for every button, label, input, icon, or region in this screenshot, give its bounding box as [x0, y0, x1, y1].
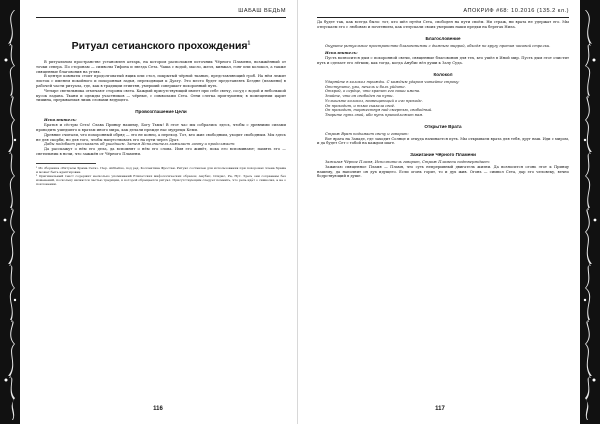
footnote-1: ¹ Из сборника «Ритуалы Храма Сета». Пер. Anthelius, под ред. Коллектива Фростан. Ритуал составлен для использования при похоронах члена Храма и может быть адаптирован. [36, 165, 286, 174]
bell-verse-4: Услышьте колокол, возвещающий о его проходе. [325, 98, 423, 103]
bell-verse-7: Творите путь свой, ибо путь принадлежит вам. [325, 113, 424, 117]
blessing-text: Пусть возносится дым с похоронной свечи, священные благовония для тех, кто ушёл в Иной мир. Пусть дым этот очистит путь и сделает его лёгким, как тогда, когда Анубис вёл души к Залу Суда. [317, 56, 569, 66]
ornament-left-icon [0, 0, 20, 424]
section-heading-flame: Зажигание Чёрного Пламени [410, 152, 476, 158]
intro-paragraph-2: В центре комнаты стоит продолговатый ящик или стол, покрытый чёрной тканью, представляющий гроб. На нём лежит листок с именем покойного и похоронная ладья, переходящая к Дуату. Это место будет представлять Безднe (пламени) в рабочей части ритуала, где, как в традиции египтян, умерший совершает похоронный путь. [36, 74, 286, 88]
invocation-paragraph-3: Дабы подобает рассказать об ушедшем. Затем Исполнитель зажигает лампу и продолжает: [44, 142, 236, 147]
bell-verse-3: Знайте, что он свободен на пути. [325, 94, 394, 99]
footnote-2: ² Оригинальный текст содержит несколько упоминаний Египетских мифологических образов; Анубис, Осирис, Ра, Нут. Здесь они сохранены без изменений, поскольку являются частью традиции, к которой обращается ритуал. Присутствующим следует помнить, что речь идёт о символах, а не о поклонении. [36, 173, 286, 186]
section-heading-gate: Открытие Врата [424, 123, 462, 129]
left-page-content [36, 30, 286, 186]
left-page [22, 0, 294, 424]
footnote-rule [36, 163, 96, 164]
right-page [303, 0, 577, 424]
decorative-border-right [580, 0, 600, 424]
page-number-left: 116 [153, 406, 163, 412]
flame-instruction: Зажигая Чёрное Пламя, Исполнитель говорит, Страж Пламени подтверждает: [325, 160, 490, 165]
header-rule-left [36, 17, 286, 18]
decorative-border-left [0, 0, 20, 424]
blessing-instruction: Окурите ритуальное пространство благовониями с дымным миррой, обходя по кругу против часовой стрелки. [325, 43, 551, 48]
section-heading-invocation: Провозглашение Цели [135, 109, 187, 115]
page-gutter [297, 0, 298, 424]
running-head-issue: АПОКРИФ #68: 10.2016 (135.2 кл.) [463, 8, 569, 14]
ornament-right-icon [580, 0, 600, 424]
header-rule-right [317, 17, 569, 18]
bell-verse-2: Открой, о сердце, что хранит его наши имена. [325, 89, 421, 94]
ritual-title: Ритуал сетианского прохождения [71, 40, 248, 52]
invocation-paragraph-1: Братья и сёстры Сета! Слава Принцу нашему, Богу Тьмы! В этот час мы собрались здесь, чтобы с древними силами проводить ушедшего к вратам иного мира, как делали прежде нас мудрецы Кеми. [36, 123, 286, 132]
gate-text: Вот врата на Западе, где заходит Солнце и откуда начинается путь. Мы открываем врата для тебя, друг наш. Иди с миром, и да будет Сет с тобой на каждом шаге. [317, 136, 569, 146]
title-footnote-mark: 1 [247, 40, 251, 47]
page-number-right: 117 [435, 406, 445, 412]
section-heading-bell: Колокол [433, 71, 453, 77]
page-title [36, 40, 286, 52]
right-page-content [317, 20, 569, 179]
continued-paragraph: Да будет так, как всегда было: тот, кто шёл путём Сета, свободен на пути своём. Ни страж, ни врата не удержат его. Мы отпускаем его с любовью и почтением, как отпускали своих умерших наши предки на берегах Нила. [317, 20, 569, 29]
section-heading-blessing: Благословение [425, 35, 461, 41]
intro-paragraph-3: Четыре светильника отмечают стороны света. Каждый присутствующий имеет при себе свечу, сосуд с водой и небольшой кусок ладана. Ткани и одежды участников — чёрные, с символами Сета. Огни слегка приглушены; в помещении царит тишина, прерываемая лишь словами ведущего. [36, 88, 286, 103]
bell-verse-6: Он проходит, торжествуя над смертью, свободный. [325, 108, 433, 113]
running-head-title: ШАБАШ ВЕДЬМ [238, 8, 286, 14]
intro-paragraph-1: В ритуальном пространстве установлен алтарь, на котором расположен источник Чёрного Пламени, возжжённый от точки севера. По сторонам — символы Тифона и звезда Сета. Чаша с водой, масло, жезл, кинжал, гонг или колокол, а также священные благовония на углях. [36, 60, 286, 74]
flame-text: Зажигаю священное Пламя — Пламя, что суть непрерывный двигатель жизни. Да возносится огонь этот к Принцу нашему, да наполнит он дух идущего. Если огонь горит, то и дух жив. Огонь — символ Сета, дар его человеку, вечно бодрствующий в душе. [317, 164, 569, 179]
bell-verse-5: Он проходит, и тьма сказала своё. [325, 103, 396, 108]
invocation-paragraph-4: Да расскажут о нём его дела, да вспомнят о нём его слова. Имя его живёт, пока его вспоминают; память его — светильник в ночи, что зажжён от Чёрного Пламени. [36, 147, 286, 156]
gate-instruction: Страж Врат подымает свечу и говорит: [325, 131, 409, 136]
blessing-speaker-label: Исполнитель: [325, 50, 358, 56]
invocation-paragraph-2: Древние считали, что похоронный обряд — это не конец, а переход. Тот, кто жил свободным, уходит свободным. Мы здесь не для скорби, но для того, чтобы напутствовать его на пути через Дуат. [36, 132, 286, 142]
bell-verse-1: Отступите, узы, печаль и боль уйдите. [325, 84, 406, 89]
speaker-label: Исполнитель: [44, 117, 77, 123]
bell-instruction: Ударяйте в колокол трижды. С каждым ударом читайте строку: [325, 79, 460, 84]
